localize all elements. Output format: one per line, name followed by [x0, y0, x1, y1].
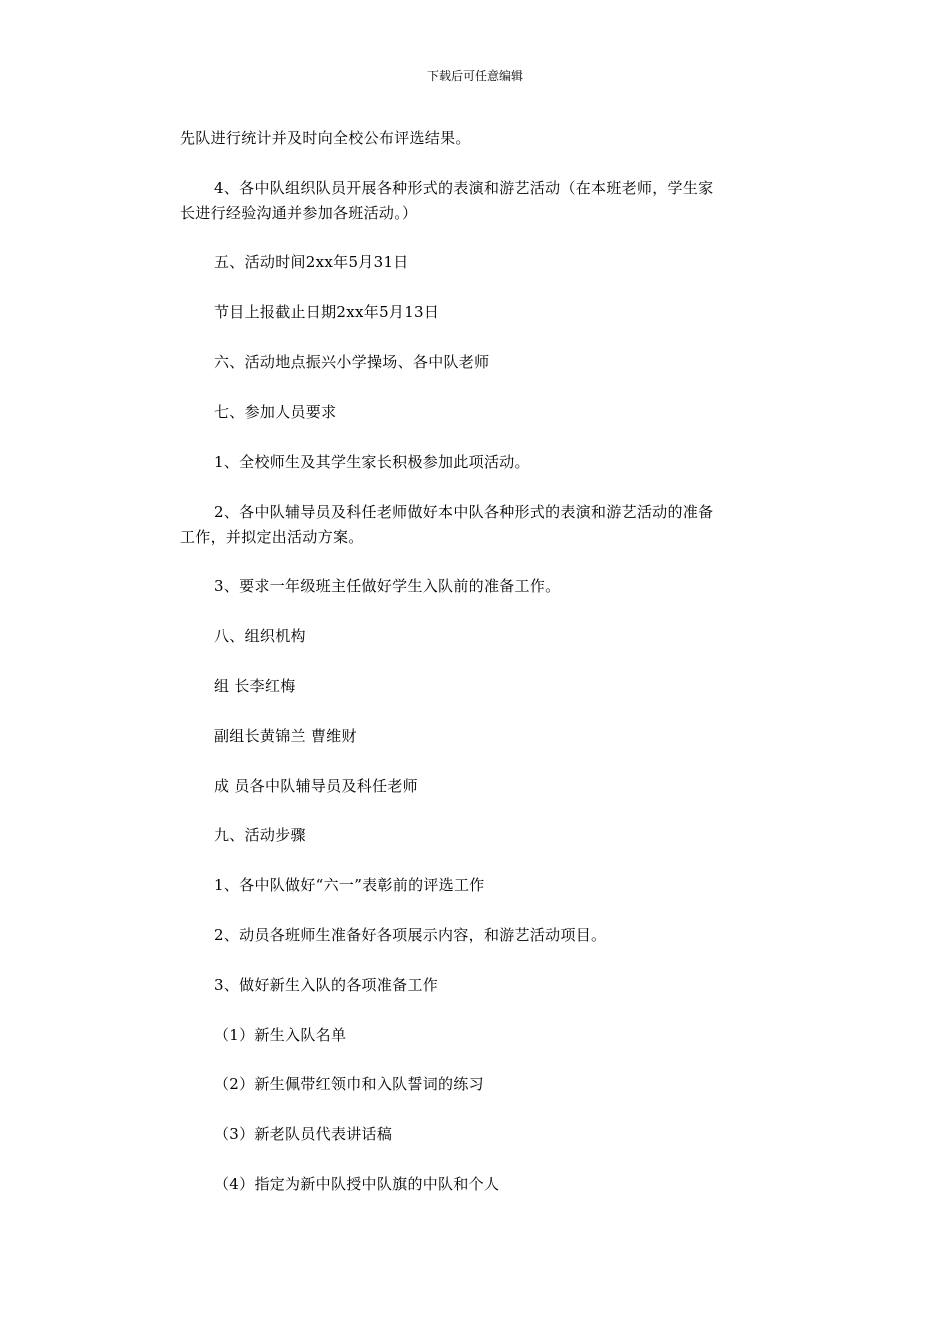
paragraph-line: （2）新生佩带红领巾和入队誓词的练习 — [214, 1075, 484, 1093]
paragraph-line: 4、各中队组织队员开展各种形式的表演和游艺活动（在本班老师，学生家 — [214, 179, 714, 197]
paragraph-line: （3）新老队员代表讲话稿 — [214, 1125, 393, 1143]
paragraph-line: 七、参加人员要求 — [214, 403, 337, 421]
paragraph-line: 九、活动步骤 — [214, 826, 306, 844]
paragraph-line: （4）指定为新中队授中队旗的中队和个人 — [214, 1175, 500, 1193]
paragraph-line: 2、各中队辅导员及科任老师做好本中队各种形式的表演和游艺活动的准备 — [214, 503, 714, 521]
paragraph-line: 长进行经验沟通并参加各班活动。） — [180, 204, 418, 222]
paragraph-line: 3、做好新生入队的各项准备工作 — [214, 976, 439, 994]
paragraph-line: 副组长黄锦兰 曹维财 — [214, 727, 357, 745]
paragraph-line: 六、活动地点振兴小学操场、各中队老师 — [214, 353, 490, 371]
paragraph-line: 节目上报截止日期2xx年5月13日 — [214, 303, 440, 321]
paragraph-line: 2、动员各班师生准备好各项展示内容，和游艺活动项目。 — [214, 926, 607, 944]
paragraph-line: 1、全校师生及其学生家长积极参加此项活动。 — [214, 453, 530, 471]
paragraph-line: 工作，并拟定出活动方案。 — [180, 528, 364, 546]
paragraph-line: 五、活动时间2xx年5月31日 — [214, 253, 409, 271]
page-header: 下载后可任意编辑 — [426, 69, 523, 83]
paragraph-line: 3、要求一年级班主任做好学生入队前的准备工作。 — [214, 577, 561, 595]
paragraph-line: 八、组织机构 — [214, 627, 306, 645]
paragraph-line: 先队进行统计并及时向全校公布评选结果。 — [180, 129, 471, 147]
paragraph-line: 成 员各中队辅导员及科任老师 — [214, 777, 418, 795]
paragraph-line: （1）新生入队名单 — [214, 1026, 347, 1044]
paragraph-line: 组 长李红梅 — [214, 677, 296, 695]
paragraph-line: 1、各中队做好“六一”表彰前的评选工作 — [214, 876, 485, 894]
